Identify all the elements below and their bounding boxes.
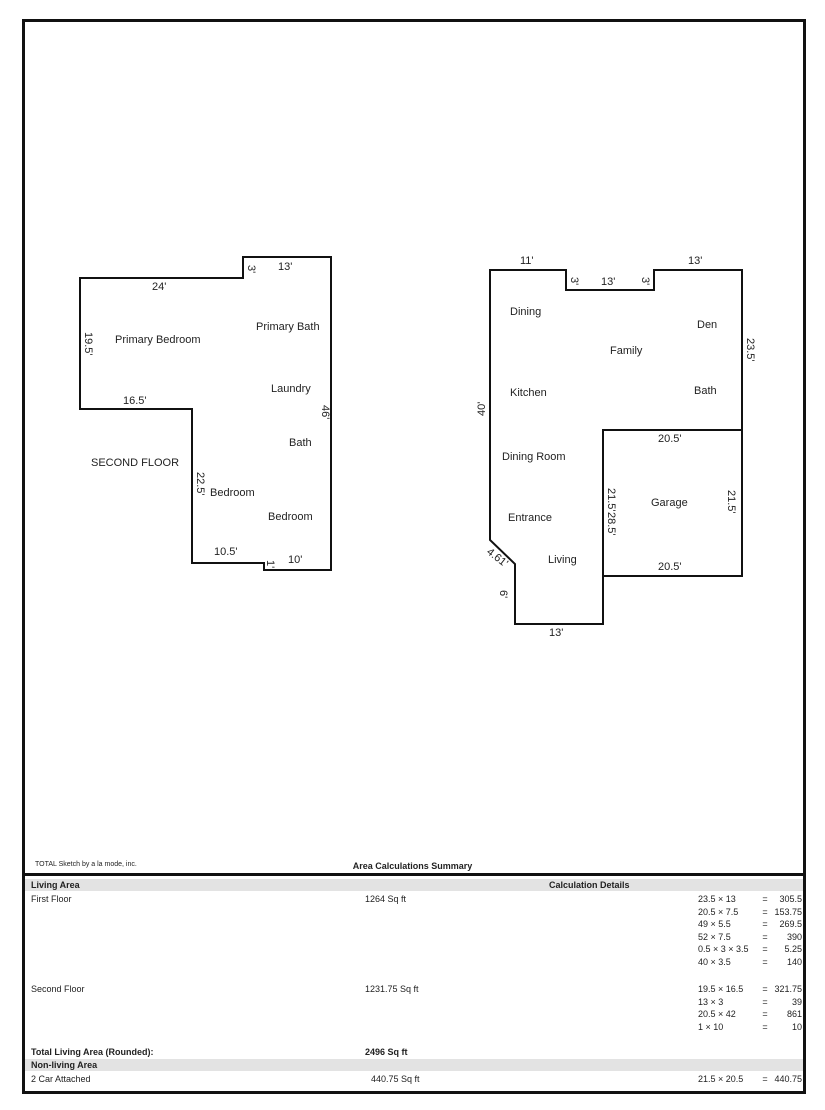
dimension-label: 1'	[264, 560, 276, 569]
total-living-area-value: 2496 Sq ft	[365, 1047, 408, 1057]
calc-expression: 1 × 10	[698, 1021, 724, 1032]
room-label: Bath	[694, 385, 717, 397]
dimension-label: 40'	[476, 401, 488, 416]
calc-row	[698, 997, 804, 1010]
calc-expression: 49 × 5.5	[698, 919, 731, 929]
calc-expression: 20.5 × 42	[698, 1009, 736, 1019]
calc-expression: 52 × 7.5	[698, 931, 731, 942]
first-floor-area: 1264 Sq ft	[365, 894, 407, 904]
dimension-label: 13'	[601, 276, 616, 288]
calc-equals: =	[762, 931, 768, 942]
floor-caption: SECOND FLOOR	[91, 457, 180, 469]
garage-calculation	[698, 1074, 804, 1087]
room-label: Living	[548, 554, 577, 566]
calc-equals: =	[762, 906, 768, 917]
living-area-header: Living Area	[31, 880, 80, 890]
dimension-label: 13'	[688, 255, 703, 267]
second-floor-outline	[80, 257, 331, 570]
summary-title: Area Calculations Summary	[352, 861, 473, 871]
dimension-label: 13'	[549, 627, 564, 639]
calc-row	[698, 919, 804, 932]
second-floor-name: Second Floor	[31, 984, 85, 994]
calc-row	[698, 984, 804, 997]
calc-result: 39	[791, 996, 802, 1007]
room-label: Kitchen	[510, 387, 547, 399]
dimension-label: 10'	[288, 554, 303, 566]
room-label: Bath	[289, 437, 312, 449]
calc-result: 140	[786, 956, 802, 967]
non-living-area-header: Non-living Area	[31, 1060, 98, 1070]
calc-equals: =	[762, 1021, 768, 1032]
dimension-label: 11'	[520, 255, 534, 267]
dimension-label: 3'	[245, 265, 257, 274]
room-label: Entrance	[508, 512, 553, 524]
garage-name: 2 Car Attached	[31, 1074, 91, 1084]
room-label: Den	[697, 319, 718, 331]
calc-result: 5.25	[784, 944, 802, 954]
summary-divider	[22, 873, 806, 876]
first-floor-name: First Floor	[31, 894, 72, 904]
calc-expression: 21.5 × 20.5	[698, 1074, 744, 1084]
dimension-label: 28.5'	[605, 512, 617, 536]
dimension-label: 23.5'	[744, 338, 756, 362]
dimension-label: 3'	[568, 277, 580, 286]
calc-equals: =	[762, 996, 768, 1007]
calc-result: 861	[786, 1009, 802, 1019]
calc-result: 153.75	[774, 906, 802, 917]
calc-expression: 0.5 × 3 × 3.5	[698, 944, 749, 954]
calc-row	[698, 1009, 804, 1022]
room-label: Bedroom	[268, 511, 313, 523]
calc-row	[698, 894, 804, 907]
dimension-label: 21.5'	[605, 488, 617, 512]
dimension-label: 22.5'	[194, 472, 206, 496]
calc-equals: =	[762, 894, 768, 904]
dimension-label: 10.5'	[214, 546, 238, 558]
room-label: Dining	[510, 306, 542, 318]
living-area-header-band	[25, 879, 803, 891]
room-label: Garage	[651, 497, 688, 509]
calc-row	[698, 932, 804, 945]
dimension-label: 21.5'	[725, 490, 737, 514]
non-living-area-header-band	[25, 1059, 803, 1071]
calc-result: 390	[786, 931, 802, 942]
calc-expression: 13 × 3	[698, 996, 724, 1007]
dimension-label: 20.5'	[658, 561, 682, 573]
calc-row	[698, 1022, 804, 1035]
calc-expression: 40 × 3.5	[698, 956, 731, 967]
calc-result: 321.75	[774, 984, 802, 994]
dimension-label: 6'	[497, 590, 509, 599]
dimension-label: 16.5'	[123, 395, 147, 407]
dimension-label: 13'	[278, 261, 293, 273]
calc-equals: =	[762, 956, 768, 967]
calc-result: 10	[791, 1021, 802, 1032]
calc-row	[698, 944, 804, 957]
calc-equals: =	[762, 984, 768, 994]
calc-expression: 19.5 × 16.5	[698, 984, 744, 994]
calc-equals: =	[762, 919, 768, 929]
calc-expression: 20.5 × 7.5	[698, 906, 739, 917]
room-label: Dining Room	[502, 451, 566, 463]
dimension-label: 20.5'	[658, 433, 682, 445]
dimension-label: 24'	[152, 281, 167, 293]
calc-row	[698, 907, 804, 920]
dimension-label: 19.5'	[82, 332, 94, 356]
dimension-label: 46'	[319, 405, 331, 420]
calculation-details-header: Calculation Details	[549, 880, 630, 890]
room-label: Bedroom	[210, 487, 255, 499]
calc-result: 269.5	[779, 919, 802, 929]
dimension-label: 4.61'	[484, 545, 511, 570]
calc-row	[698, 957, 804, 970]
sketch-credit: TOTAL Sketch by a la mode, inc.	[35, 861, 137, 868]
total-living-area-label: Total Living Area (Rounded):	[31, 1047, 154, 1057]
calc-equals: =	[762, 1074, 768, 1084]
room-label: Primary Bedroom	[115, 334, 201, 346]
calc-expression: 23.5 × 13	[698, 894, 736, 904]
first-floor-calculations	[698, 894, 804, 969]
dimension-label: 3'	[639, 277, 651, 286]
second-floor-calculations	[698, 984, 804, 1034]
garage-area: 440.75 Sq ft	[371, 1074, 420, 1084]
room-label: Family	[610, 345, 643, 357]
calc-result: 440.75	[774, 1074, 802, 1084]
calc-result: 305.5	[779, 894, 802, 904]
calc-equals: =	[762, 944, 768, 954]
calc-row	[698, 1074, 804, 1087]
calc-equals: =	[762, 1009, 768, 1019]
second-floor-area: 1231.75 Sq ft	[365, 984, 419, 994]
room-label: Laundry	[271, 383, 311, 395]
room-label: Primary Bath	[256, 321, 320, 333]
